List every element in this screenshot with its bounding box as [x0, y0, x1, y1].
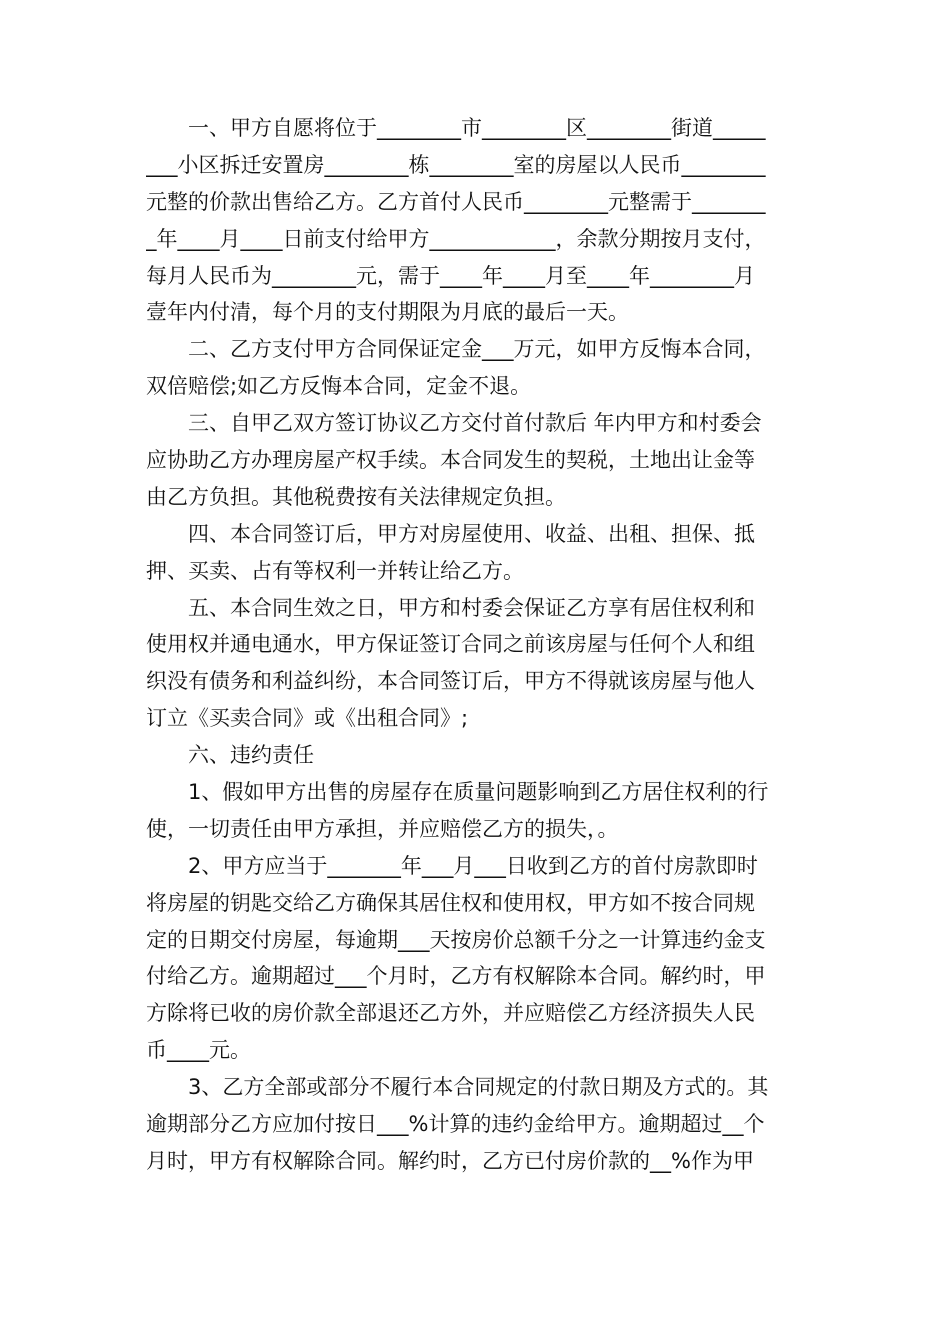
text-line: 币____元。	[146, 1038, 251, 1063]
text-line: 1、假如甲方出售的房屋存在质量问题影响到乙方居住权利的行	[146, 780, 769, 805]
text-line: 订立《买卖合同》或《出租合同》;	[146, 706, 469, 731]
text-line: 逾期部分乙方应加付按日___%计算的违约金给甲方。逾期超过__个	[146, 1112, 765, 1137]
text-line: 四、本合同签订后，甲方对房屋使用、收益、出租、担保、抵	[146, 521, 755, 546]
text-line: 使，一切责任由甲方承担，并应赔偿乙方的损失，。	[146, 816, 619, 841]
text-line: 壹年内付清，每个月的支付期限为月底的最后一天。	[146, 300, 629, 325]
text-line: 将房屋的钥匙交给乙方确保其居住权和使用权，甲方如不按合同规	[146, 890, 755, 915]
text-line: 3、乙方全部或部分不履行本合同规定的付款日期及方式的。其	[146, 1075, 769, 1100]
contract-page	[146, 110, 806, 1180]
text-line: 押、买卖、占有等权利一并转让给乙方。	[146, 558, 524, 583]
text-line: 使用权并通电通水，甲方保证签订合同之前该房屋与任何个人和组	[146, 632, 755, 657]
text-line: 五、本合同生效之日，甲方和村委会保证乙方享有居住权利和	[146, 595, 755, 620]
text-line: 一、甲方自愿将位于________市________区________街道_____	[146, 116, 766, 140]
text-line: 三、自甲乙双方签订协议乙方交付首付款后 年内甲方和村委会	[146, 411, 762, 436]
text-line: 2、甲方应当于_______年___月___日收到乙方的首付房款即时	[146, 853, 758, 878]
text-line: _年____月____日前支付给甲方____________，余款分期按月支付，	[146, 226, 766, 251]
text-line: 方除将已收的房价款全部退还乙方外，并应赔偿乙方经济损失人民	[146, 1001, 755, 1026]
text-line: 每月人民币为________元，需于____年____月至____年________月	[146, 263, 755, 288]
text-line: 付给乙方。逾期超过___个月时，乙方有权解除本合同。解约时，甲	[146, 964, 766, 989]
text-line: 双倍赔偿;如乙方反悔本合同，定金不退。	[146, 374, 532, 399]
text-line: 六、违约责任	[146, 743, 314, 768]
text-line: 定的日期交付房屋，每逾期___天按房价总额千分之一计算违约金支	[146, 927, 766, 952]
text-line: ___小区拆迁安置房________栋________室的房屋以人民币________	[146, 152, 766, 177]
text-line: 由乙方负担。其他税费按有关法律规定负担。	[146, 484, 566, 509]
text-line: 织没有债务和利益纠纷，本合同签订后，甲方不得就该房屋与他人	[146, 669, 755, 694]
text-line: 应协助乙方办理房屋产权手续。本合同发生的契税，土地出让金等	[146, 448, 755, 473]
text-line: 二、乙方支付甲方合同保证定金___万元，如甲方反悔本合同，	[146, 337, 766, 362]
text-line: 月时，甲方有权解除合同。解约时，乙方已付房价款的__%作为甲	[146, 1148, 754, 1173]
text-line: 元整的价款出售给乙方。乙方首付人民币________元整需于_______	[146, 189, 766, 214]
